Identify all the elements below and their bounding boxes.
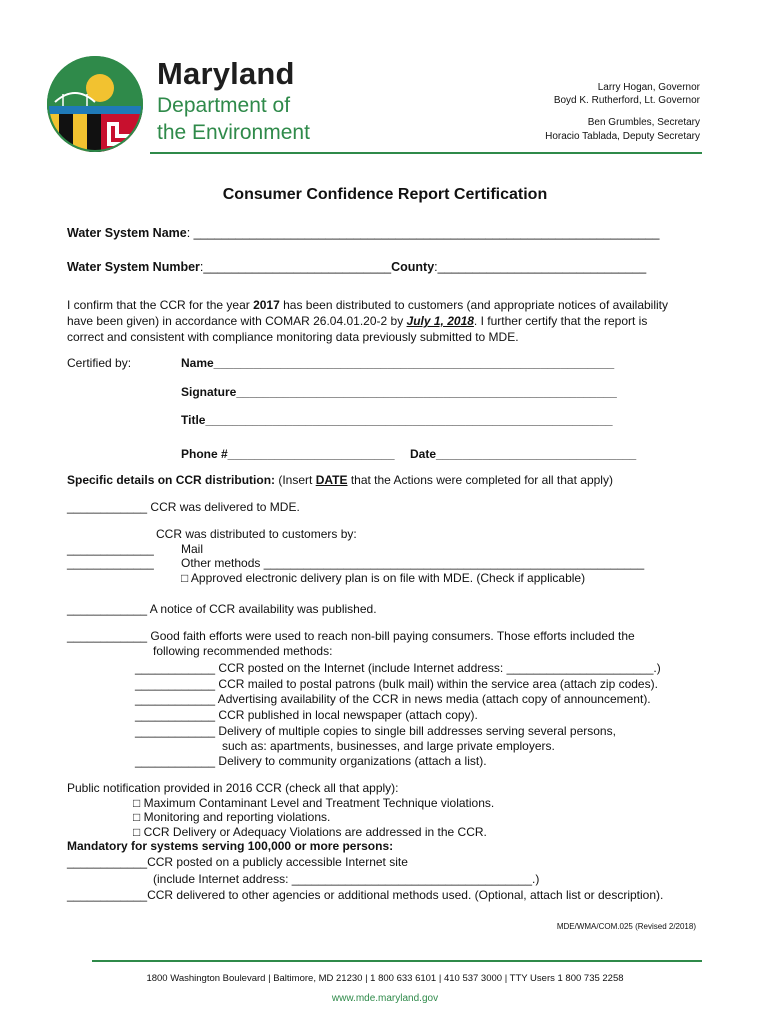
mandatory-heading: Mandatory for systems serving 100,000 or more persons: — [67, 839, 394, 853]
confirm-deadline: July 1, 2018 — [406, 314, 474, 328]
header-divider — [150, 152, 702, 154]
delivered-to-mde-field[interactable]: ____________ CCR was delivered to MDE. — [67, 500, 300, 514]
other-methods-blank[interactable]: _____________ — [67, 556, 154, 570]
confirm-year: 2017 — [253, 298, 280, 312]
water-system-name-line: : ___________________________________________________________________ — [186, 226, 660, 240]
page-title: Consumer Confidence Report Certification — [222, 186, 548, 203]
mail-blank[interactable]: _____________ — [67, 542, 154, 556]
water-system-number-field[interactable] — [67, 260, 646, 274]
other-methods-field[interactable]: Other methods _________________________________________________________ — [181, 556, 645, 570]
mail-label: Mail — [181, 542, 204, 556]
confirm-line-3: correct and consistent with compliance monitoring data previously submitted to MDE. — [67, 330, 519, 344]
distributed-by-label: CCR was distributed to customers by: — [156, 527, 357, 541]
gf-internet-field[interactable]: ____________ CCR posted on the Internet (include Internet address: ______________________.) — [135, 661, 661, 675]
gf-multiple-copies-field[interactable]: ____________ Delivery of multiple copies to single bill addresses serving several persons, — [135, 724, 616, 738]
name-field[interactable]: Name____________________________________________________________ — [181, 356, 615, 370]
phone-field[interactable]: Phone #_________________________ — [181, 447, 395, 461]
confirm-line-1: I confirm that the CCR for the year 2017 has been distributed to customers (and appropriate notices of availability — [67, 298, 668, 312]
approved-electronic-checkbox[interactable]: □ Approved electronic delivery plan is on file with MDE. (Check if applicable) — [181, 571, 586, 585]
good-faith-line-2: following recommended methods: — [153, 644, 333, 658]
official-secretary: Ben Grumbles, Secretary — [587, 117, 700, 128]
form-id: MDE/WMA/COM.025 (Revised 2/2018) — [556, 922, 696, 931]
water-system-name-label: Water System Name — [67, 226, 187, 240]
footer-website-link[interactable]: www.mde.maryland.gov — [331, 993, 439, 1004]
water-system-number-line: :___________________________ — [199, 260, 392, 274]
footer-divider — [92, 960, 702, 962]
water-system-number-label: Water System Number — [67, 260, 200, 274]
date-field[interactable]: Date______________________________ — [410, 447, 637, 461]
mde-logo — [45, 54, 145, 154]
pn-mcl-checkbox[interactable]: □ Maximum Contaminant Level and Treatment Technique violations. — [133, 796, 495, 810]
signature-field[interactable]: Signature_________________________________________________________ — [181, 385, 617, 399]
mand-internet-field[interactable]: ____________CCR posted on a publicly accessible Internet site — [67, 855, 408, 869]
org-name-line3: the Environment — [157, 121, 310, 144]
certified-by-label: Certified by: — [67, 356, 132, 370]
official-governor: Larry Hogan, Governor — [597, 82, 700, 93]
official-deputy-secretary: Horacio Tablada, Deputy Secretary — [545, 131, 700, 142]
water-system-name-field[interactable] — [67, 226, 659, 240]
org-name-line2: Department of — [157, 94, 291, 117]
mand-other-agencies-field[interactable]: ____________CCR delivered to other agencies or additional methods used. (Optional, attach list or description). — [67, 888, 664, 902]
county-line: :______________________________ — [434, 260, 647, 274]
good-faith-field[interactable]: ____________ Good faith efforts were used to reach non-bill paying consumers. Those efforts included the — [67, 629, 635, 643]
county-label: County — [391, 260, 435, 274]
gf-advertising-field[interactable]: ____________ Advertising availability of the CCR in news media (attach copy of announcement). — [135, 692, 651, 706]
confirm-line-2: have been given) in accordance with COMAR 26.04.01.20-2 by July 1, 2018. I further certify that the report is — [67, 314, 648, 328]
footer-contact: 1800 Washington Boulevard | Baltimore, MD 21230 | 1 800 633 6101 | 410 537 3000 | TTY Users 1 800 735 2258 — [146, 973, 624, 984]
pn-monitoring-checkbox[interactable]: □ Monitoring and reporting violations. — [133, 810, 331, 824]
title-field[interactable]: Title_____________________________________________________________ — [181, 413, 613, 427]
pn-ccr-delivery-checkbox[interactable]: □ CCR Delivery or Adequacy Violations are addressed in the CCR. — [133, 825, 487, 839]
gf-newspaper-field[interactable]: ____________ CCR published in local newspaper (attach copy). — [135, 708, 478, 722]
notice-published-field[interactable]: ____________ A notice of CCR availability was published. — [67, 602, 377, 616]
specific-details-heading: Specific details on CCR distribution: (Insert DATE that the Actions were completed for all that apply) — [67, 473, 613, 487]
gf-community-field[interactable]: ____________ Delivery to community organizations (attach a list). — [135, 754, 487, 768]
gf-mailed-field[interactable]: ____________ CCR mailed to postal patrons (bulk mail) within the service area (attach zip codes). — [135, 677, 658, 691]
mand-internet-address-field[interactable]: (include Internet address: ____________________________________.) — [153, 872, 540, 886]
gf-multiple-copies-cont: such as: apartments, businesses, and large private employers. — [222, 739, 555, 753]
org-name: Maryland — [157, 56, 295, 91]
public-notification-label: Public notification provided in 2016 CCR (check all that apply): — [67, 781, 399, 795]
official-lt-governor: Boyd K. Rutherford, Lt. Governor — [553, 95, 700, 106]
